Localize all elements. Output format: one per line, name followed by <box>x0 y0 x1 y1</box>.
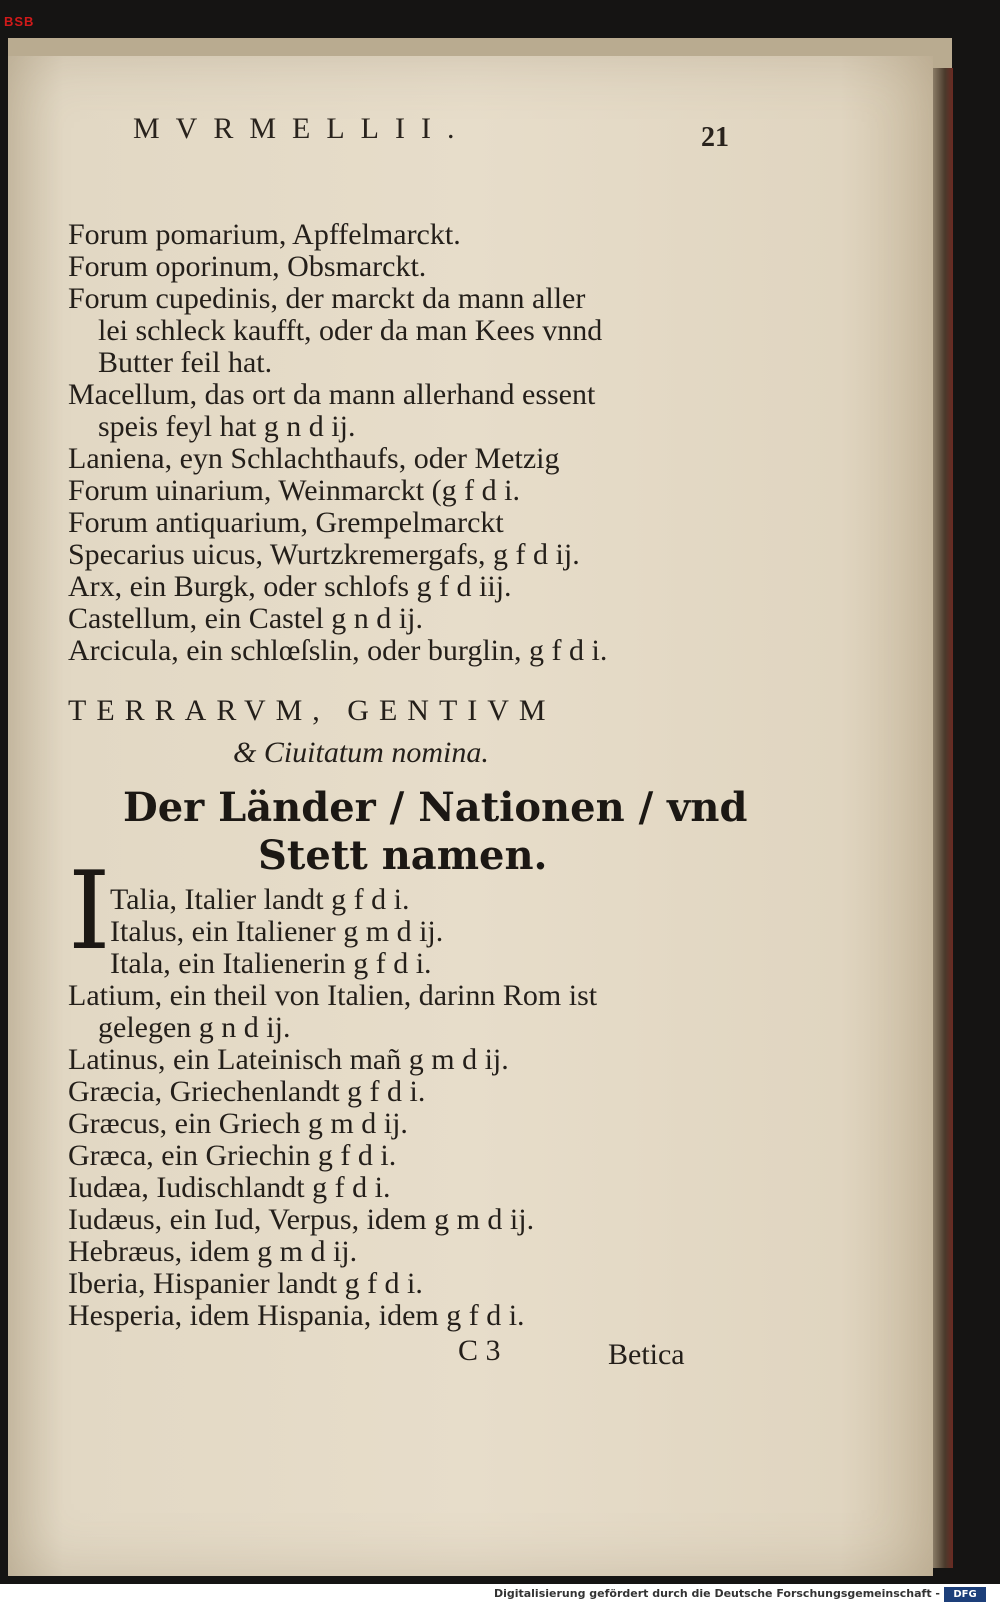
text-line: Laniena, eyn Schlachthaufs, oder Metzig <box>68 442 560 475</box>
text-line: Arcicula, ein schlœſslin, oder burglin, g f d i. <box>68 634 608 667</box>
text-line: Italus, ein Italiener g m d ij. <box>110 915 444 948</box>
text-line: Iberia, Hispanier landt g f d i. <box>68 1267 423 1300</box>
section-title-german: Stett namen. <box>258 832 548 879</box>
catchword: Betica <box>608 1338 685 1371</box>
page-number: 21 <box>701 122 729 153</box>
text-line: Græcus, ein Griech g m d ij. <box>68 1107 408 1140</box>
text-line: Latinus, ein Lateinisch mañ g m d ij. <box>68 1043 509 1076</box>
digitization-footer <box>0 1584 1000 1606</box>
text-line: Græca, ein Griechin g f d i. <box>68 1139 397 1172</box>
text-line: Forum uinarium, Weinmarckt (g f d i. <box>68 474 520 507</box>
text-line: gelegen g n d ij. <box>98 1011 291 1044</box>
book-spread <box>8 38 952 1556</box>
text-line: Forum pomarium, Apffelmarckt. <box>68 218 461 251</box>
text-line: Castellum, ein Castel g n d ij. <box>68 602 423 635</box>
funding-credit: Digitalisierung gefördert durch die Deutsche Forschungsgemeinschaft - <box>493 1587 940 1600</box>
section-subtitle-latin: & Ciuitatum nomina. <box>233 736 489 769</box>
library-watermark: BSB <box>4 14 35 29</box>
drop-cap: I <box>68 849 111 974</box>
text-line: Iudæus, ein Iud, Verpus, idem g m d ij. <box>68 1203 535 1236</box>
text-line: Iudæa, Iudischlandt g f d i. <box>68 1171 391 1204</box>
text-line: Hebræus, idem g m d ij. <box>68 1235 358 1268</box>
text-line: Arx, ein Burgk, oder schlofs g f d iij. <box>68 570 512 603</box>
section-title-german: Der Länder / Nationen / vnd <box>123 784 748 831</box>
text-line: Latium, ein theil von Italien, darinn Rom ist <box>68 979 598 1012</box>
text-line: Itala, ein Italienerin g f d i. <box>110 947 432 980</box>
section-title-latin: TERRARVM, GENTIVM <box>68 694 556 727</box>
text-line: Forum cupedinis, der marckt da mann aller <box>68 282 586 315</box>
dfg-logo: DFG <box>944 1587 986 1602</box>
text-line: Butter feil hat. <box>98 346 273 379</box>
text-line: Forum oporinum, Obsmarckt. <box>68 250 427 283</box>
book-page <box>8 56 933 1576</box>
text-line: Macellum, das ort da mann allerhand essent <box>68 378 596 411</box>
text-line: lei schleck kaufft, oder da man Kees vnnd <box>98 314 603 347</box>
text-line: Hesperia, idem Hispania, idem g f d i. <box>68 1299 525 1332</box>
running-head: MVRMELLII. <box>133 112 471 145</box>
text-line: Forum antiquarium, Grempelmarckt <box>68 506 504 539</box>
signature-mark: C 3 <box>458 1334 501 1367</box>
text-line: Specarius uicus, Wurtzkremergafs, g f d ij. <box>68 538 580 571</box>
text-line: Talia, Italier landt g f d i. <box>110 883 410 916</box>
text-line: speis feyl hat g n d ij. <box>98 410 356 443</box>
page-edge <box>933 68 953 1568</box>
text-line: Græcia, Griechenlandt g f d i. <box>68 1075 426 1108</box>
